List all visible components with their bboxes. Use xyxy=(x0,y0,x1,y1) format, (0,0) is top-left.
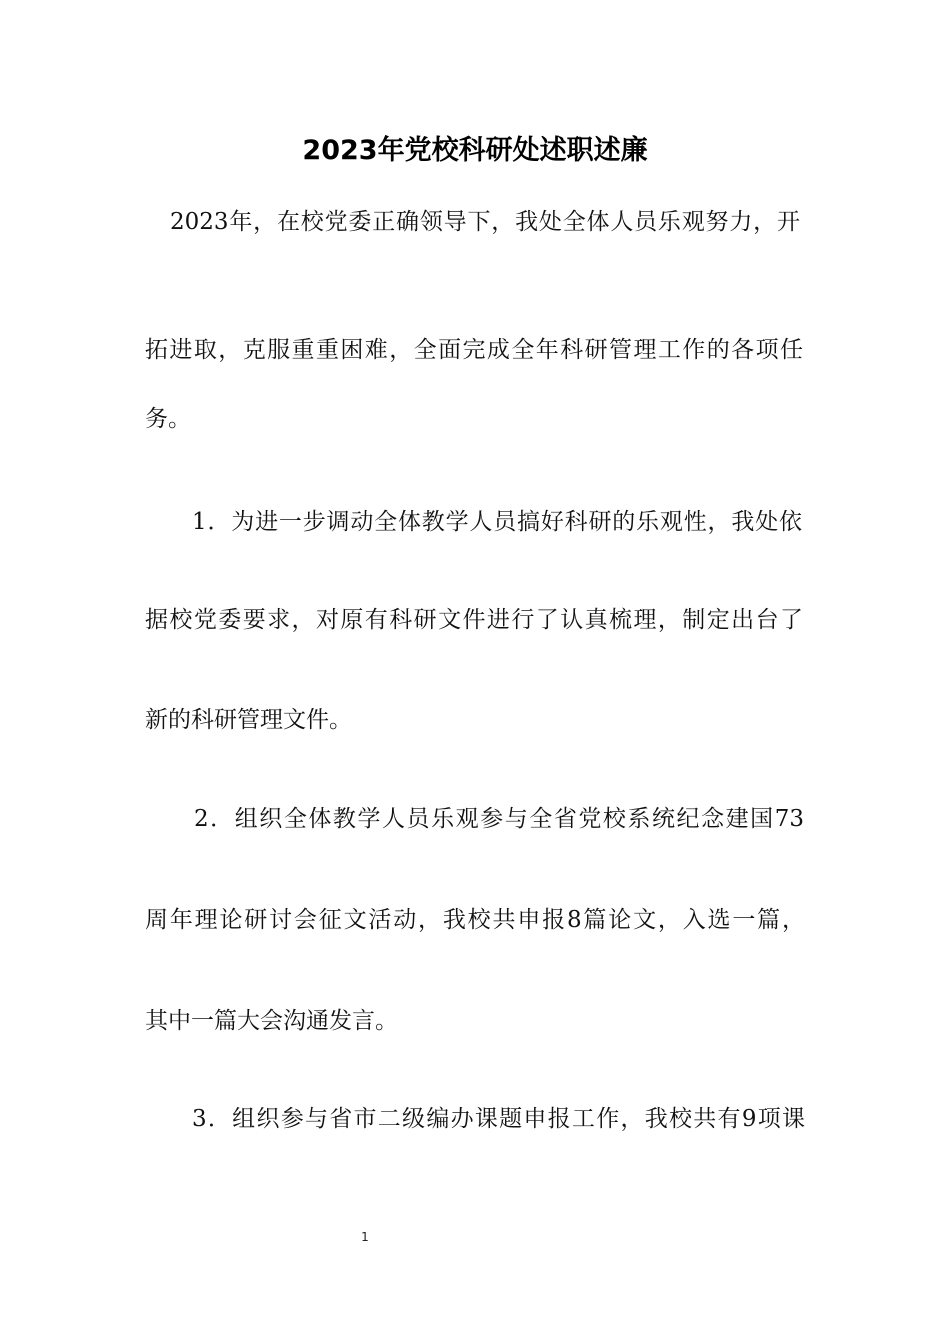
paragraph-line: 据校党委要求，对原有科研文件进行了认真梳理，制定出台了 xyxy=(145,607,803,633)
paragraph-line: 新的科研管理文件。 xyxy=(145,707,352,733)
paragraph-line: 3．组织参与省市二级编办课题申报工作，我校共有9项课 xyxy=(192,1106,805,1132)
paragraph-line: 其中一篇大会沟通发言。 xyxy=(145,1008,398,1034)
paragraph-line: 周年理论研讨会征文活动，我校共申报8篇论文，入选一篇， xyxy=(145,907,805,933)
page-number: 1 xyxy=(361,1230,369,1244)
paragraph-line: 1．为进一步调动全体教学人员搞好科研的乐观性，我处依 xyxy=(192,509,802,535)
paragraph-line: 务。 xyxy=(145,406,191,432)
document-title: 2023年党校科研处述职述廉 xyxy=(302,135,648,166)
paragraph-line: 2．组织全体教学人员乐观参与全省党校系统纪念建国73 xyxy=(194,806,804,832)
paragraph-line: 2023年，在校党委正确领导下，我处全体人员乐观努力，开 xyxy=(170,209,800,235)
paragraph-line: 拓进取，克服重重困难，全面完成全年科研管理工作的各项任 xyxy=(145,337,803,363)
